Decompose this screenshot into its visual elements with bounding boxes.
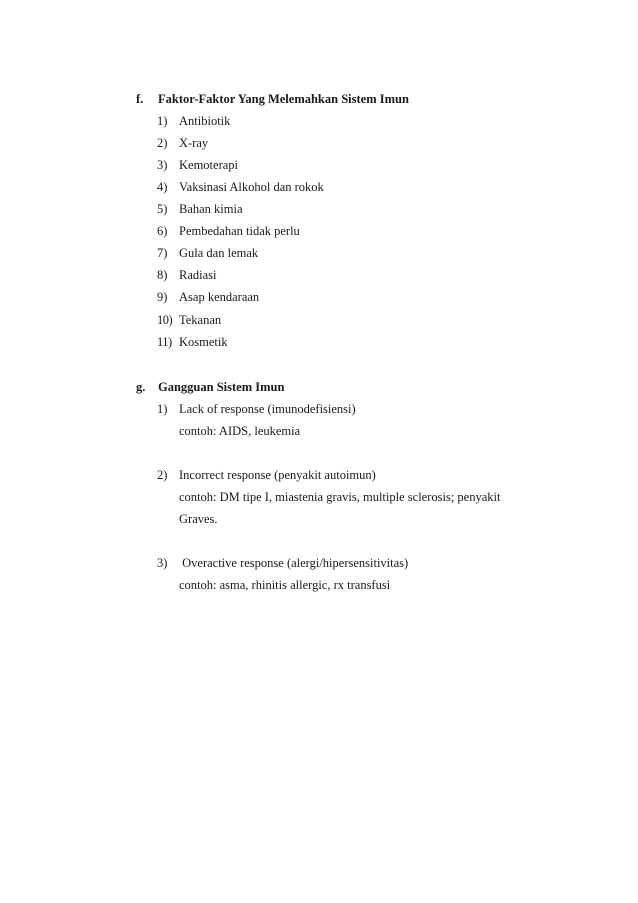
item-number: 2) [157, 136, 168, 150]
list-item [157, 136, 208, 151]
item-number: 5) [157, 202, 168, 216]
list-item [157, 158, 238, 173]
item-text: Radiasi [179, 268, 217, 282]
section-g-letter: g. [136, 380, 146, 394]
item-number: 3) [157, 158, 168, 172]
item-text: Incorrect response (penyakit autoimun) [179, 468, 376, 482]
list-item [157, 402, 356, 417]
item-text: Lack of response (imunodefisiensi) [179, 402, 356, 416]
section-f-title: Faktor-Faktor Yang Melemahkan Sistem Imun [158, 92, 409, 106]
item-text: Overactive response (alergi/hipersensitivitas) [179, 556, 409, 570]
item-number: 9) [157, 290, 168, 304]
section-g-title: Gangguan Sistem Imun [158, 380, 285, 394]
item-text: Bahan kimia [179, 202, 243, 216]
list-item [157, 290, 259, 305]
example-text: contoh: AIDS, leukemia [179, 424, 301, 438]
section-f-heading [136, 92, 409, 107]
item-number: 8) [157, 268, 168, 282]
item-text: Gula dan lemak [179, 246, 259, 260]
item-number: 3) [157, 556, 168, 570]
item-text: Asap kendaraan [179, 290, 260, 304]
list-item [157, 202, 243, 217]
item-number: 10) [157, 313, 173, 327]
item-number: 1) [157, 114, 168, 128]
list-item [157, 335, 228, 350]
list-item [157, 556, 408, 571]
example-text: contoh: asma, rhinitis allergic, rx transfusi [179, 578, 391, 592]
item-number: 7) [157, 246, 168, 260]
item-text: Kosmetik [179, 335, 228, 349]
section-f-letter: f. [136, 92, 144, 106]
list-item [157, 313, 221, 328]
item-text: Vaksinasi Alkohol dan rokok [179, 180, 324, 194]
item-number: 1) [157, 402, 168, 416]
list-item [157, 246, 258, 261]
example-text: contoh: DM tipe I, miastenia gravis, multiple sclerosis; penyakit [179, 490, 501, 504]
item-text: Tekanan [179, 313, 222, 327]
item-text: Pembedahan tidak perlu [179, 224, 300, 238]
item-number: 11) [157, 335, 172, 349]
list-item [157, 468, 376, 483]
item-text: X-ray [179, 136, 209, 150]
section-g-heading [136, 380, 284, 395]
item-text: Kemoterapi [179, 158, 239, 172]
item-number: 4) [157, 180, 168, 194]
list-item [157, 114, 230, 129]
list-item [157, 180, 324, 195]
item-text: Antibiotik [179, 114, 231, 128]
example-text: Graves. [179, 512, 218, 526]
item-number: 6) [157, 224, 168, 238]
list-item [157, 224, 300, 239]
item-number: 2) [157, 468, 168, 482]
list-item [157, 268, 217, 283]
